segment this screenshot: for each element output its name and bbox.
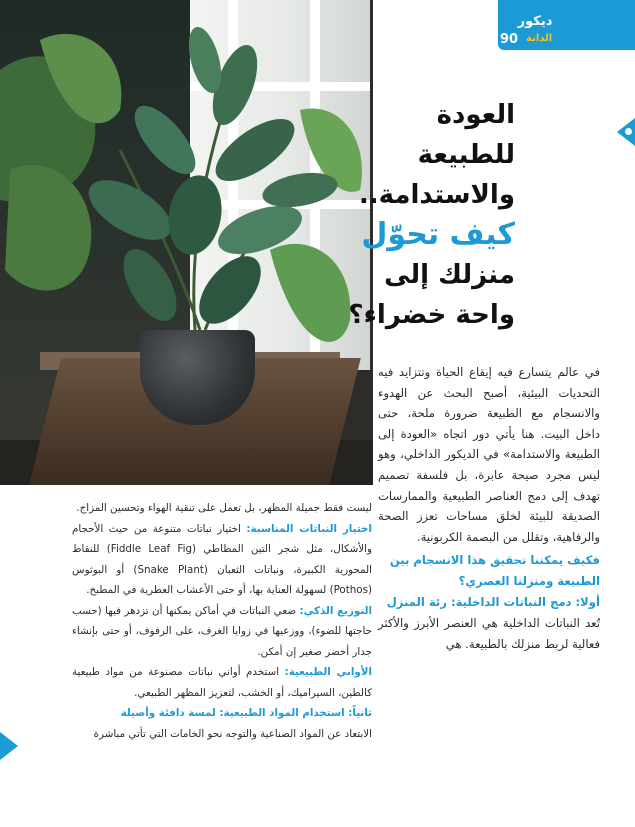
side-marker-right (617, 118, 635, 146)
article-column-right (378, 362, 600, 655)
article-column-left (72, 498, 372, 744)
pots-paragraph (72, 662, 372, 703)
plants-paragraph (72, 519, 372, 601)
plants-heading: اختيار النباتات المناسبة: (246, 522, 372, 535)
section1-paragraph: تُعد النباتات الداخلية هي العنصر الأبرز والأكثر فعالية لربط منزلك بالطبيعة. هي (378, 616, 600, 651)
plants-text: اختيار نباتات متنوعة من حيث الأحجام والأشكال، مثل شجر التين المطاطي (Fiddle Leaf Fig) للنقاط المحورية الكبيرة، ونباتات الثعبان (Snake Plant) أو البوثوس (Pothos) لسهولة العناية بها، أو حتى الأعشاب العطرية في المطبخ. (72, 522, 373, 596)
title-line-5: منزلك إلى (384, 260, 515, 290)
title-line-2: للطبيعة (417, 140, 515, 170)
title-line-3: والاستدامة.. (358, 180, 515, 210)
magazine-logo: الدانة (526, 33, 553, 44)
section1-heading: أولا: دمج النباتات الداخلية: رئة المنزل (386, 595, 600, 610)
continuation-paragraph: ليست فقط جميلة المظهر، بل تعمل على تنقية الهواء وتحسين المزاج. (76, 502, 372, 514)
section2-heading: ثانياً: استخدام المواد الطبيعية: لمسة دافئة وأصيلة (120, 707, 372, 719)
page-number: 90 (500, 32, 519, 47)
question-heading: فكيف يمكننا تحقيق هذا الانسجام بين الطبيعة ومنزلنا العصري؟ (389, 553, 600, 589)
title-line-1: العودة (436, 100, 515, 130)
pots-text: استخدم أواني نباتات مصنوعة من مواد طبيعية كالطين، السيراميك، أو الخشب، لتعزيز المظهر الطبيعي. (72, 666, 372, 699)
title-line-6: واحة خضراء؟ (348, 300, 515, 330)
distribution-heading: التوزيع الذكي: (299, 604, 372, 617)
distribution-paragraph (72, 601, 372, 663)
distribution-text: ضعي النباتات في أماكن يمكنها أن تزدهر فيها (حسب حاجتها للضوء)، ووزعيها في زوايا الغرف، على الرفوف، أو حتى بإنشاء جدار أخضر صغير إن أمكن. (72, 604, 372, 658)
plant-photo (0, 0, 373, 485)
side-marker-left (0, 732, 18, 760)
title-line-4-accent: كيف تحوّل (361, 217, 515, 252)
article-title (348, 95, 515, 335)
pots-heading: الأواني الطبيعية: (284, 666, 372, 678)
section2-paragraph: الابتعاد عن المواد الصناعية والتوجه نحو الخامات التي تأتي مباشرة (93, 727, 372, 740)
intro-paragraph: في عالم يتسارع فيه إيقاع الحياة وتتزايد فيه التحديات البيئية، أصبح البحث عن الهدوء والانسجام مع الطبيعة ضرورة ملحة، حتى داخل البيت. هنا يأتي دور اتجاه «العودة إلى الطبيعة والاستدامة» في الديكور الداخلي، وهو ليس مجرد صيحة عابرة، بل فلسفة تصميم تهدف إلى دمج العناصر الطبيعية والممارسات الصديقة للبيئة لخلق مساحات تعزز الصحة والرفاهية، وتقلل من البصمة الكربونية. (378, 365, 600, 544)
section-label: ديكور (517, 14, 553, 29)
